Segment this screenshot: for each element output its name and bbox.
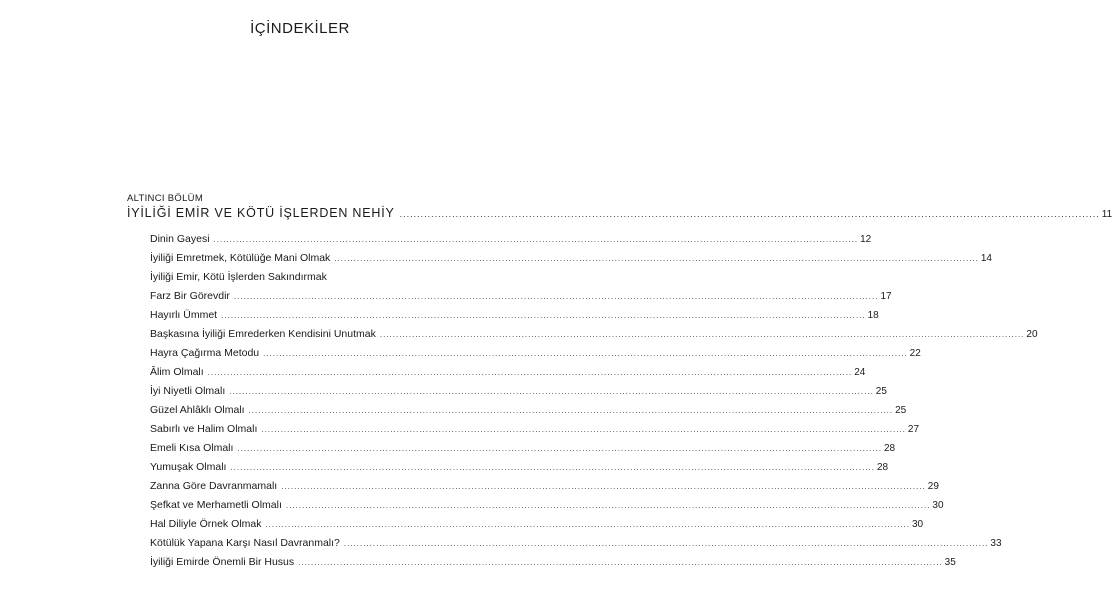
toc-entry-page-number: 28 xyxy=(876,462,889,473)
chapter-heading-row xyxy=(127,206,1112,220)
toc-entry-title: Başkasına İyiliği Emrederken Kendisini Unutmak xyxy=(150,328,376,340)
toc-entry-title: Yumuşak Olmalı xyxy=(150,461,227,473)
chapter-title: İYİLİĞİ EMİR VE KÖTÜ İŞLERDEN NEHİY xyxy=(127,206,395,220)
toc-entry-page-number: 14 xyxy=(980,253,992,264)
toc-entry-page-number: 29 xyxy=(927,481,939,492)
toc-entry-page-number: 35 xyxy=(944,557,956,568)
toc-entry-page-number: 20 xyxy=(1026,329,1038,340)
toc-entry-page-number: 22 xyxy=(909,348,921,359)
dot-leader: ........................................................................................................................................................................................................ xyxy=(229,387,874,396)
toc-entry xyxy=(150,518,924,537)
toc-entry xyxy=(150,233,872,252)
toc-entry-title: Âlim Olmalı xyxy=(150,366,204,378)
toc-entry xyxy=(150,404,907,423)
dot-leader: ........................................................................................................................................................................................................ xyxy=(379,330,1025,339)
toc-entry-page-number: 27 xyxy=(907,424,920,435)
toc-entry-title: İyiliği Emir, Kötü İşlerden Sakındırmak xyxy=(150,271,327,283)
toc-entry-page-number: 12 xyxy=(860,234,872,245)
dot-leader: ........................................................................................................................................................................................................ xyxy=(334,254,979,263)
dot-leader: ........................................................................................................................................................................................................ xyxy=(207,368,853,377)
toc-entry-page-number: 17 xyxy=(880,291,892,302)
toc-entry xyxy=(150,252,992,271)
toc-entry-title: Kötülük Yapana Karşı Nasıl Davranmalı? xyxy=(150,537,340,549)
dot-leader: ........................................................................................................................................................................................................ xyxy=(285,501,931,510)
toc-entry xyxy=(150,537,1002,556)
toc-entry xyxy=(150,366,866,385)
dot-leader: ........................................................................................................................................................................................................ xyxy=(237,444,882,453)
toc-entry xyxy=(150,461,889,480)
dot-leader: ........................................................................................................................................................................................................ xyxy=(233,292,879,301)
dot-leader: ........................................................................................................................................................................................................ xyxy=(399,209,1100,219)
section-label: ALTINCI BÖLÜM xyxy=(127,193,204,204)
toc-entry xyxy=(150,423,920,442)
toc-entry-title: Sabırlı ve Halim Olmalı xyxy=(150,423,258,435)
toc-entry-page-number: 33 xyxy=(990,538,1002,549)
toc-list xyxy=(150,233,1038,575)
dot-leader: ........................................................................................................................................................................................................ xyxy=(230,463,875,472)
toc-entry xyxy=(150,290,892,309)
toc-entry-page-number: 30 xyxy=(911,519,924,530)
dot-leader: ........................................................................................................................................................................................................ xyxy=(248,406,894,415)
toc-entry xyxy=(150,442,896,461)
dot-leader: ........................................................................................................................................................................................................ xyxy=(298,558,943,567)
toc-entry-title: Hayra Çağırma Metodu xyxy=(150,347,260,359)
toc-entry-title: Hal Diliyle Örnek Olmak xyxy=(150,518,262,530)
toc-entry xyxy=(150,328,1038,347)
toc-entry xyxy=(150,347,921,366)
toc-entry-page-number: 18 xyxy=(867,310,879,321)
dot-leader: ........................................................................................................................................................................................................ xyxy=(343,539,989,548)
toc-entry-title: İyiliği Emirde Önemli Bir Husus xyxy=(150,556,295,568)
chapter-page-number: 11 xyxy=(1101,209,1112,220)
toc-entry xyxy=(150,385,887,404)
toc-entry-title: Farz Bir Görevdir xyxy=(150,290,230,302)
toc-entry xyxy=(150,499,944,518)
toc-entry-title: Emeli Kısa Olmalı xyxy=(150,442,234,454)
toc-entry-title: Hayırlı Ümmet xyxy=(150,309,218,321)
toc-entry-title: İyi Niyetli Olmalı xyxy=(150,385,226,397)
toc-entry xyxy=(150,271,458,290)
dot-leader: ........................................................................................................................................................................................................ xyxy=(281,482,926,491)
toc-entry xyxy=(150,480,939,499)
toc-entry-page-number: 25 xyxy=(875,386,887,397)
dot-leader: ........................................................................................................................................................................................................ xyxy=(265,520,910,529)
toc-entry-title: Şefkat ve Merhametli Olmalı xyxy=(150,499,282,511)
toc-entry-page-number: 28 xyxy=(883,443,896,454)
toc-entry-page-number: 25 xyxy=(895,405,907,416)
page-title: İÇİNDEKİLER xyxy=(250,20,350,37)
toc-entry-title: Dinin Gayesi xyxy=(150,233,210,245)
dot-leader: ........................................................................................................................................................................................................ xyxy=(221,311,866,320)
toc-entry-title: Güzel Ahlâklı Olmalı xyxy=(150,404,245,416)
dot-leader: ........................................................................................................................................................................................................ xyxy=(213,235,859,244)
dot-leader: ........................................................................................................................................................................................................ xyxy=(261,425,906,434)
toc-entry xyxy=(150,556,956,575)
toc-entry-title: İyiliği Emretmek, Kötülüğe Mani Olmak xyxy=(150,252,331,264)
toc-entry-page-number: 30 xyxy=(932,500,944,511)
dot-leader: ........................................................................................................................................................................................................ xyxy=(263,349,908,358)
toc-entry-title: Zanna Göre Davranmamalı xyxy=(150,480,278,492)
toc-entry xyxy=(150,309,879,328)
toc-entry-page-number: 24 xyxy=(854,367,866,378)
